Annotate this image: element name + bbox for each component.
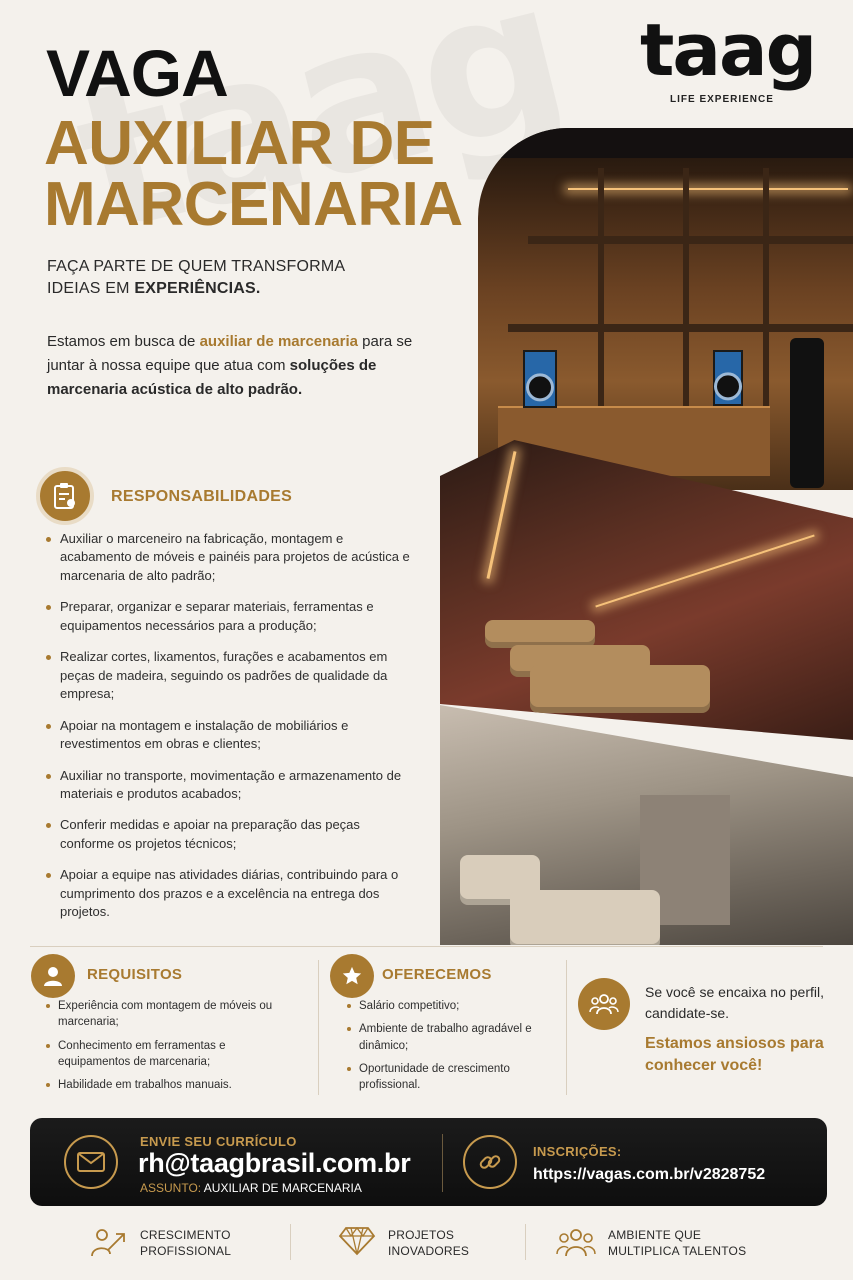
list-item: Realizar cortes, lixamentos, furações e acabamentos em peças de madeira, seguindo os padrões de qualidade da empresa; — [44, 648, 414, 703]
subject-label: ASSUNTO: — [140, 1181, 202, 1195]
intro-bold: soluções de marcenaria acústica de alto padrão. — [47, 357, 377, 398]
requisitos-list — [44, 998, 284, 1101]
list-item: Auxiliar no transporte, movimentação e armazenamento de materiais e produtos acabados; — [44, 767, 414, 804]
shelf-board — [508, 324, 853, 332]
list-item: Conhecimento em ferramentas e equipamentos de marcenaria; — [44, 1038, 284, 1071]
sofa — [510, 890, 660, 945]
mail-icon — [64, 1135, 118, 1189]
footer-projects — [388, 1227, 469, 1259]
tagline-part2: IDEIAS EM — [47, 279, 135, 297]
headline-vaga: VAGA — [46, 36, 228, 110]
tagline-bold: EXPERIÊNCIAS. — [134, 279, 261, 297]
subject-value: AUXILIAR DE MARCENARIA — [201, 1181, 362, 1195]
photo-acoustic-room — [440, 705, 853, 945]
logo-subtitle: LIFE EXPERIENCE — [670, 94, 774, 105]
footer-environment-line1: AMBIENTE QUE — [608, 1228, 702, 1242]
link-icon — [463, 1135, 517, 1189]
footer-growth-line1: CRESCIMENTO — [140, 1228, 231, 1242]
intro-text-1: Estamos em busca de — [47, 333, 200, 350]
oferecemos-list — [345, 998, 555, 1101]
footer-projects-line1: PROJETOS — [388, 1228, 455, 1242]
intro-paragraph — [47, 330, 447, 402]
photo-acoustic-shelving — [478, 128, 853, 490]
shelf-board — [528, 236, 853, 244]
inscricoes-label: INSCRIÇÕES: — [533, 1144, 622, 1159]
headline-role-line2: MARCENARIA — [44, 169, 463, 239]
divider — [30, 946, 823, 947]
team-icon — [578, 978, 630, 1030]
led-strip — [487, 451, 517, 579]
apply-cta: Estamos ansiosos para conhecer você! — [645, 1035, 824, 1074]
responsabilidades-list — [44, 530, 414, 935]
list-item: Ambiente de trabalho agradável e dinâmico; — [345, 1021, 555, 1054]
star-icon — [330, 954, 374, 998]
list-item: Apoiar a equipe nas atividades diárias, contribuindo para o cumprimento dos prazos e a excelência na entrega dos projetos. — [44, 866, 414, 921]
email-link[interactable]: rh@taagbrasil.com.br — [138, 1148, 411, 1178]
list-item: Salário competitivo; — [345, 998, 555, 1014]
headline-role-line1: AUXILIAR DE — [44, 109, 435, 178]
send-cv-label: ENVIE SEU CURRÍCULO — [140, 1134, 297, 1149]
footer-growth-line2: PROFISSIONAL — [140, 1244, 232, 1259]
list-item: Apoiar na montagem e instalação de mobiliários e revestimentos em obras e clientes; — [44, 717, 414, 754]
clipboard-icon — [36, 467, 94, 525]
list-item: Conferir medidas e apoiar na preparação das peças conforme os projetos técnicos; — [44, 816, 414, 853]
list-item: Oportunidade de crescimento profissional. — [345, 1061, 555, 1094]
bookshelf-speaker-left — [523, 350, 557, 408]
divider — [318, 960, 319, 1095]
footer-environment — [608, 1227, 746, 1259]
shelf-divider — [763, 168, 769, 408]
tagline — [47, 256, 427, 299]
divider — [442, 1134, 443, 1192]
responsabilidades-title: RESPONSABILIDADES — [111, 488, 293, 505]
ceiling — [478, 128, 853, 158]
footer-growth — [140, 1227, 231, 1259]
requisitos-title: REQUISITOS — [87, 966, 183, 983]
tower-speaker — [790, 338, 824, 488]
divider — [290, 1224, 291, 1260]
cinema-seat-row — [485, 620, 595, 648]
person-icon — [31, 954, 75, 998]
led-strip — [595, 535, 814, 608]
list-item: Auxiliar o marceneiro na fabricação, montagem e acabamento de móveis e painéis para projetos de acústica e marcenaria de alto padrão; — [44, 530, 414, 585]
divider — [566, 960, 567, 1095]
logo-text: taag — [640, 8, 816, 92]
cinema-seat-row — [530, 665, 710, 713]
taag-logo — [640, 8, 830, 110]
led-strip — [568, 188, 848, 190]
email-subject — [140, 1181, 362, 1195]
shelf-divider — [598, 168, 604, 408]
tagline-part1: FAÇA PARTE DE QUEM TRANSFORMA — [47, 258, 346, 275]
bookshelf-speaker-right — [713, 350, 743, 406]
team-footer-icon — [556, 1226, 596, 1263]
divider — [525, 1224, 526, 1260]
list-item: Preparar, organizar e separar materiais, ferramentas e equipamentos necessários para a produção; — [44, 598, 414, 635]
apply-text: Se você se encaixa no perfil, candidate-se. — [645, 984, 824, 1021]
diamond-icon — [338, 1226, 376, 1261]
intro-highlight: auxiliar de marcenaria — [199, 333, 359, 350]
headline-role — [44, 109, 484, 239]
growth-icon — [90, 1226, 126, 1263]
intro-text-2: para se juntar à nossa equipe que atua com — [47, 333, 413, 374]
footer-environment-line2: MULTIPLICA TALENTOS — [608, 1244, 747, 1259]
list-item: Experiência com montagem de móveis ou marcenaria; — [44, 998, 284, 1031]
footer-projects-line2: INOVADORES — [388, 1244, 470, 1259]
list-item: Habilidade em trabalhos manuais. — [44, 1077, 284, 1093]
oferecemos-title: OFERECEMOS — [382, 966, 492, 983]
shelf-divider — [683, 168, 689, 408]
application-url-link[interactable]: https://vagas.com.br/v2828752 — [533, 1166, 766, 1183]
